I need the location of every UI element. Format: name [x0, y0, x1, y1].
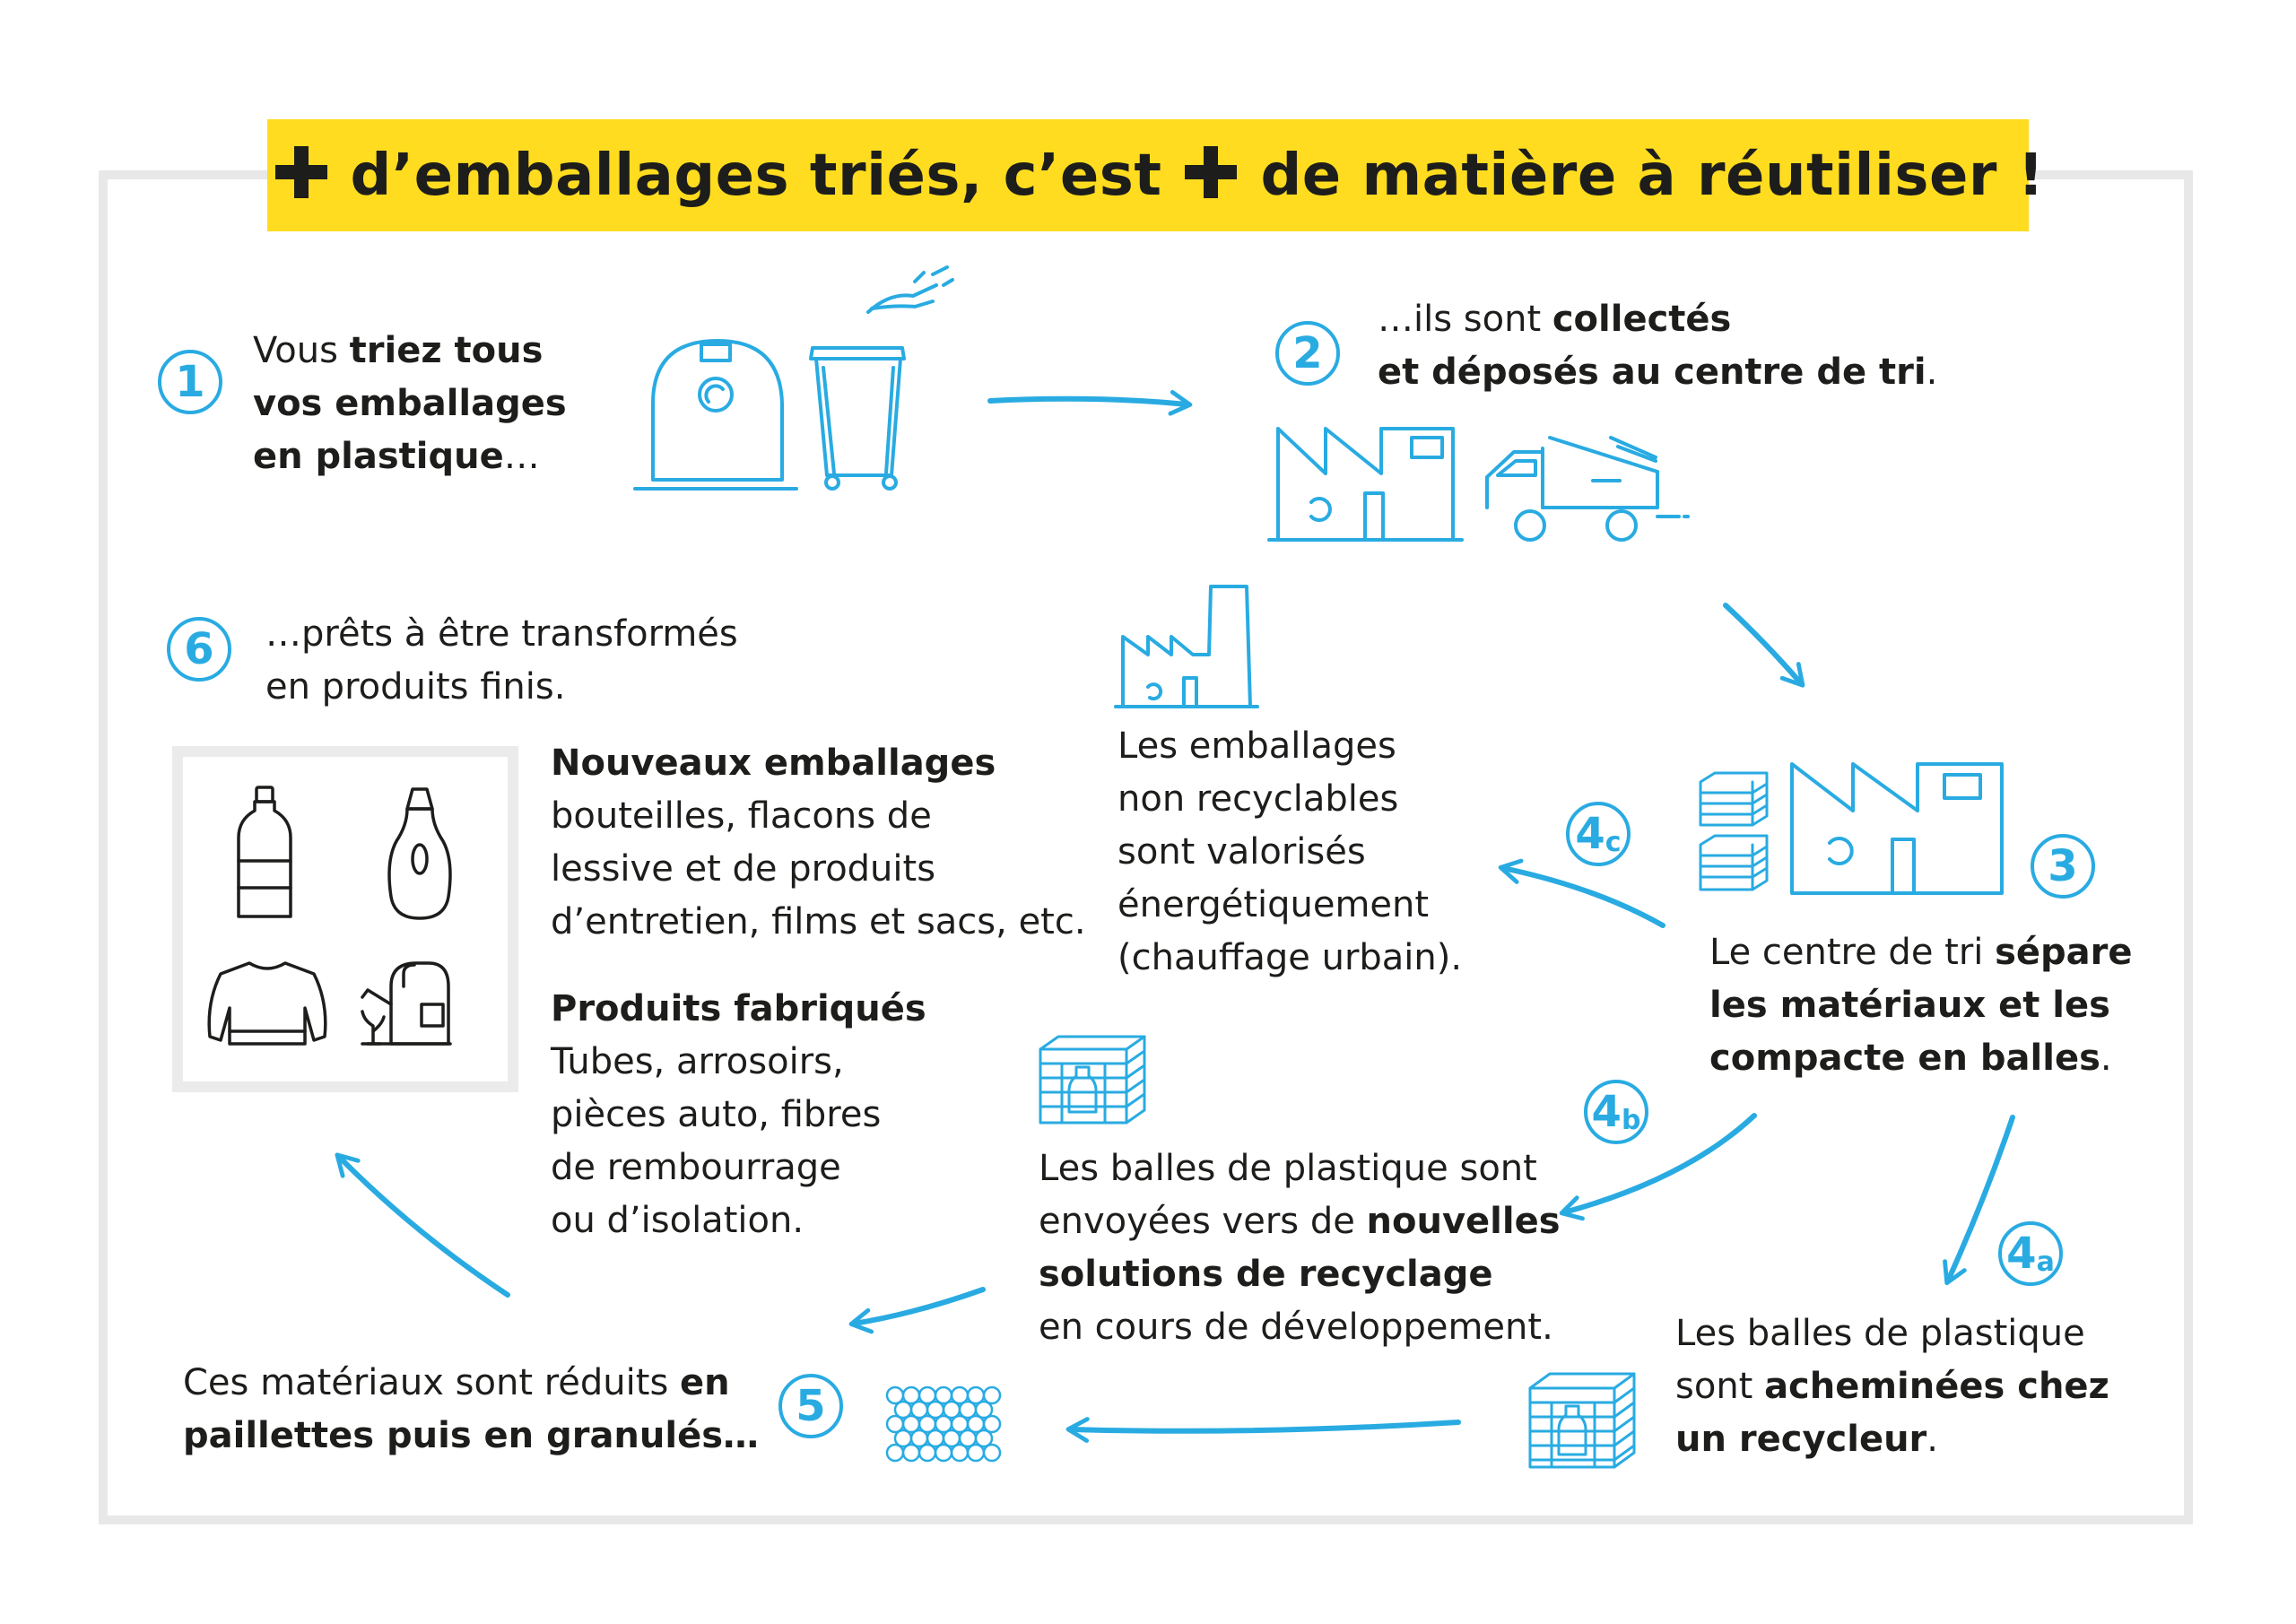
step-2-badge: 2 [1275, 321, 1340, 386]
step-2-text: …ils sont collectés et déposés au centre de tri. [1378, 299, 1938, 393]
step-1-text: Vous triez tous vos emballages en plastique… [253, 330, 567, 477]
plastic-bale-icon [1700, 773, 1767, 890]
sorting-center-icon [1792, 764, 2002, 893]
arrow-icon [990, 399, 1187, 404]
bottle-icon [239, 787, 291, 916]
title-part-2: de matière à réutiliser ! [1260, 142, 2045, 209]
step-4c-text: Les emballages non recyclables sont valorisés énergétiquement (chauffage urbain). [1118, 725, 1463, 978]
arrow-icon [1726, 605, 1801, 683]
sweater-icon [209, 963, 326, 1044]
step-4b-text: Les balles de plastique sont envoyées vers de nouvelles solutions de recyclage en cours de développement. [1039, 1148, 1561, 1348]
detergent-bottle-icon [389, 789, 450, 918]
hand-drop-icon [868, 267, 952, 312]
step-5-badge: 5 [778, 1374, 843, 1438]
new-packaging-text: Nouveaux emballages bouteilles, flacons de lessive et de produits d’entretien, films et sacs, etc. [551, 743, 1086, 942]
manufactured-products-title: Produits fabriqués [551, 988, 926, 1029]
step-5-text: Ces matériaux sont réduits en paillettes puis en granulés… [183, 1362, 760, 1456]
truck-icon [1487, 438, 1688, 540]
step-3-badge: 3 [2031, 834, 2095, 899]
plastic-bale-icon [1040, 1037, 1144, 1123]
arrow-icon [1503, 868, 1663, 925]
arrow-icon [339, 1157, 508, 1295]
step-4a-badge: 4 a [1998, 1221, 2063, 1286]
step-3-text: Le centre de tri sépare les matériaux et les compacte en balles. [1709, 932, 2133, 1079]
manufactured-products-text: Produits fabriqués Tubes, arrosoirs, pièces auto, fibres de rembourrage ou d’isolation. [551, 988, 926, 1241]
step-4b-badge: 4 b [1584, 1080, 1648, 1144]
step-4a-text: Les balles de plastique sont acheminées chez un recycleur. [1675, 1313, 2109, 1460]
step-1-badge: 1 [158, 350, 222, 414]
title-part-1: d’emballages triés, c’est [350, 142, 1162, 209]
sorting-center-icon [1269, 429, 1462, 540]
recycling-container-icon [635, 341, 796, 489]
watering-can-icon [362, 963, 450, 1044]
arrow-icon [854, 1290, 983, 1324]
wheelie-bin-icon [811, 348, 904, 489]
granules-icon [887, 1387, 1000, 1461]
arrow-icon [1564, 1116, 1754, 1212]
arrow-icon [1071, 1422, 1458, 1431]
new-packaging-title: Nouveaux emballages [551, 743, 996, 784]
factory-icon [1116, 586, 1257, 707]
step-4c-badge: 4 c [1566, 802, 1631, 866]
plastic-bale-icon [1530, 1374, 1634, 1467]
arrow-icon [1948, 1117, 2013, 1281]
step-6-text: …prêts à être transformés en produits finis. [265, 613, 738, 708]
step-6-badge: 6 [167, 617, 231, 682]
